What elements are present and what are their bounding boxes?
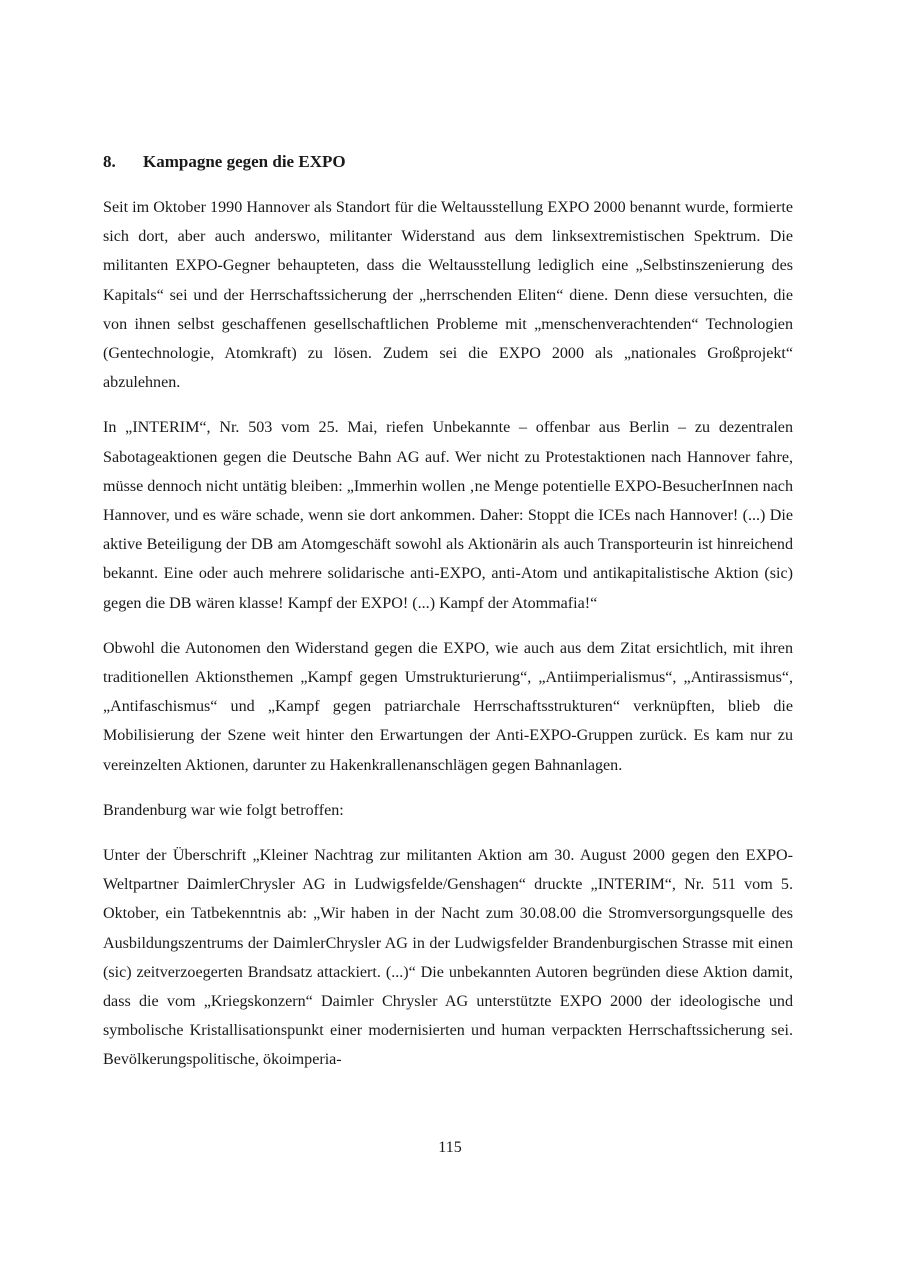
paragraph-interim-511: Unter der Überschrift „Kleiner Nachtrag zur militanten Aktion am 30. August 2000 gegen den EXPO-Weltpartner DaimlerChrysler AG in Ludwigsfelde/Genshagen“ druckte „INTERIM“, Nr. 511 vom 5. Oktober, ein Tatbekenntnis ab: „Wir haben in der Nacht zum 30.08.00 die Stromversorgungsquelle des Ausbildungszentrums der DaimlerChrysler AG in der Ludwigsfelder Brandenburgischen Strasse mit einen (sic) zeitverzoegerten Brandsatz attackiert. (...)“ Die unbekannten Autoren begründen diese Aktion damit, dass die vom „Kriegskonzern“ Daimler Chrysler AG unterstützte EXPO 2000 der ideologische und symbolische Kristallisationspunkt einer modernisierten und human verpackten Herrschaftssicherung sei. Bevölkerungspolitische, ökoimperia- xyxy=(103,847,793,1069)
page-number: 115 xyxy=(438,1139,462,1156)
paragraph-interim-503: In „INTERIM“, Nr. 503 vom 25. Mai, riefen Unbekannte – offenbar aus Berlin – zu dezentralen Sabotageaktionen gegen die Deutsche Bahn AG auf. Wer nicht zu Protestaktionen nach Hannover fahre, müsse dennoch nicht untätig bleiben: „Immerhin wollen ‚ne Menge potentielle EXPO-BesucherInnen nach Hannover, und es wäre schade, wenn sie dort ankommen. Daher: Stoppt die ICEs nach Hannover! (...) Die aktive Beteiligung der DB am Atomgeschäft sowohl als Aktionärin als auch Transporteurin ist hinreichend bekannt. Eine oder auch mehrere solidarische anti-EXPO, anti-Atom und antikapitalistische Aktion (sic) gegen die DB wären klasse! Kampf der EXPO! (...) Kampf der Atommafia!“ xyxy=(103,419,793,612)
paragraph-expo-intro: Seit im Oktober 1990 Hannover als Standort für die Weltausstellung EXPO 2000 benannt wurde, formierte sich dort, aber auch anderswo, militanter Widerstand aus dem linksextremistischen Spektrum. Die militanten EXPO-Gegner behaupteten, dass die Weltausstellung lediglich eine „Selbstinszenierung des Kapitals“ sei und der Herrschaftssicherung der „herrschenden Eliten“ diene. Denn diese versuchten, die von ihnen selbst geschaffenen gesellschaftlichen Probleme mit „menschenverachtenden“ Technologien (Gentechnologie, Atomkraft) zu lösen. Zudem sei die EXPO 2000 als „nationales Großprojekt“ abzulehnen. xyxy=(103,199,793,392)
paragraph-brandenburg: Brandenburg war wie folgt betroffen: xyxy=(103,801,344,819)
section-number: 8. xyxy=(103,152,116,171)
section-heading xyxy=(103,150,793,174)
document-page xyxy=(103,150,793,1091)
section-title: Kampagne gegen die EXPO xyxy=(143,152,346,171)
paragraph-mobilisation: Obwohl die Autonomen den Widerstand gegen die EXPO, wie auch aus dem Zitat ersichtlich, mit ihren traditionellen Aktionsthemen „Kampf gegen Umstrukturierung“, „Antiimperialismus“, „Antirassismus“, „Antifaschismus“ und „Kampf gegen patriarchale Herrschaftsstrukturen“ verknüpften, blieb die Mobilisierung der Szene weit hinter den Erwartungen der Anti-EXPO-Gruppen zurück. Es kam nur zu vereinzelten Aktionen, darunter zu Hakenkrallenanschlägen gegen Bahnanlagen. xyxy=(103,639,793,774)
